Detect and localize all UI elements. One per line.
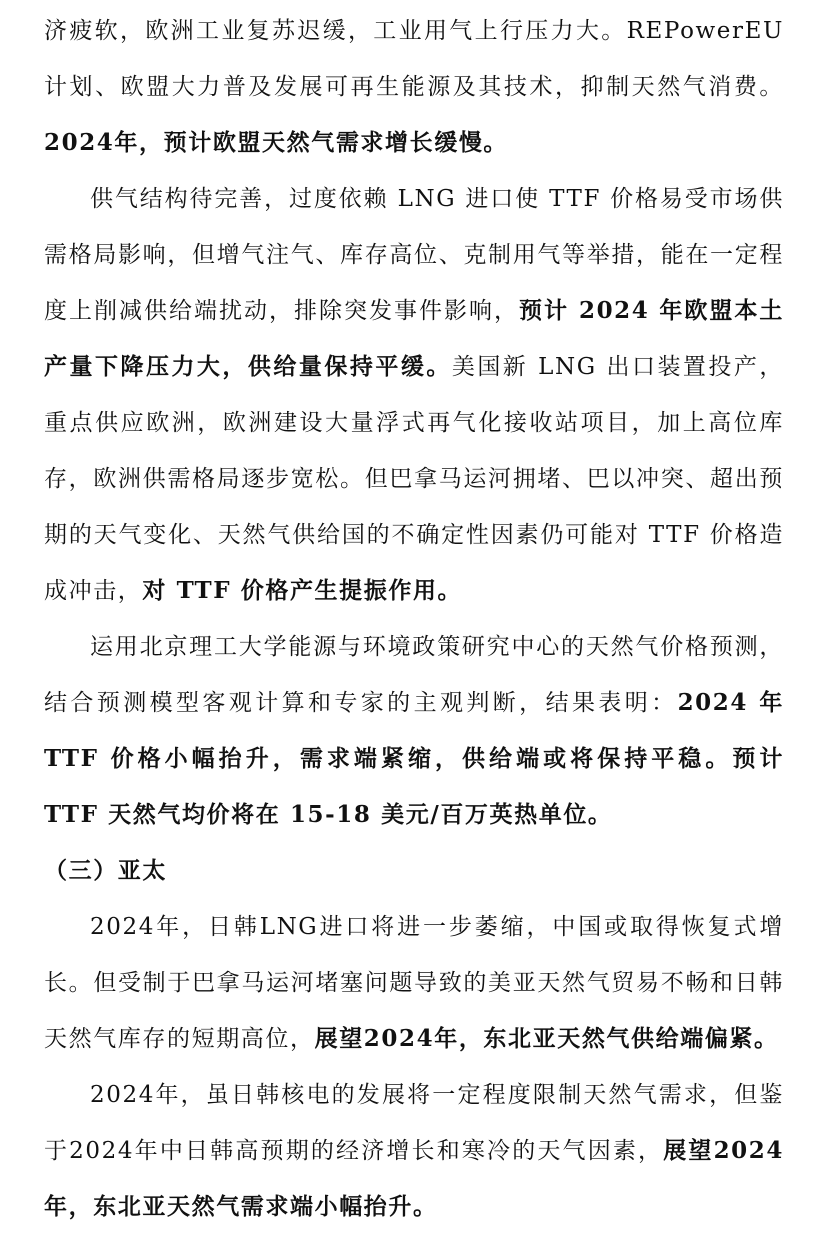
- paragraph-eu-demand: [44, 3, 784, 171]
- document-page: [44, 3, 784, 1235]
- paragraph-asia-supply: [44, 899, 784, 1067]
- paragraph-asia-demand: [44, 1067, 784, 1235]
- text-run: 济疲软，欧洲工业复苏迟缓，工业用气上行压力大。REPowerEU 计划、欧盟大力普及发展可再生能源及其技术，抑制天然气消费。: [44, 18, 784, 100]
- section-heading-asia-pacific: [44, 843, 784, 899]
- bold-run: 2024年，预计欧盟天然气需求增长缓慢。: [44, 129, 509, 156]
- bold-run: 2024 年 TTF 价格小幅抬升，需求端紧缩，供给端或将保持平稳。预计 TTF 天然气均价将在 15-18 美元/百万英热单位。: [44, 689, 784, 828]
- text-run: 2024年，日韩LNG进口将进一步萎缩，中国或取得恢复式增长。但受制于巴拿马运河堵塞问题导致的美亚天然气贸易不畅和日韩天然气库存的短期高位，: [44, 914, 784, 1052]
- bold-run: 预计 2024 年欧盟本土产量下降压力大，供给量保持平缓。: [44, 297, 784, 380]
- bold-run: 展望2024年，东北亚天然气供给端偏紧。: [314, 1025, 779, 1052]
- text-run: 供气结构待完善，过度依赖 LNG 进口使 TTF 价格易受市场供需格局影响，但增气注气、库存高位、克制用气等举措，能在一定程度上削减供给端扰动，排除突发事件影响，: [44, 186, 784, 324]
- bold-run: 展望2024年，东北亚天然气需求端小幅抬升。: [44, 1137, 784, 1220]
- text-run: 运用北京理工大学能源与环境政策研究中心的天然气价格预测，结合预测模型客观计算和专家的主观判断，结果表明：: [44, 634, 784, 716]
- paragraph-ttf-forecast: [44, 619, 784, 843]
- heading-text: （三）亚太: [44, 857, 167, 884]
- text-run: 2024年，虽日韩核电的发展将一定程度限制天然气需求，但鉴于2024年中日韩高预期的经济增长和寒冷的天气因素，: [44, 1082, 784, 1164]
- paragraph-eu-supply: [44, 171, 784, 619]
- bold-run: 对 TTF 价格产生提振作用。: [142, 577, 463, 604]
- text-run: 美国新 LNG 出口装置投产，重点供应欧洲，欧洲建设大量浮式再气化接收站项目，加上高位库存，欧洲供需格局逐步宽松。但巴拿马运河拥堵、巴以冲突、超出预期的天气变化、天然气供给国的不确定性因素仍可能对 TTF 价格造成冲击，: [44, 354, 784, 604]
